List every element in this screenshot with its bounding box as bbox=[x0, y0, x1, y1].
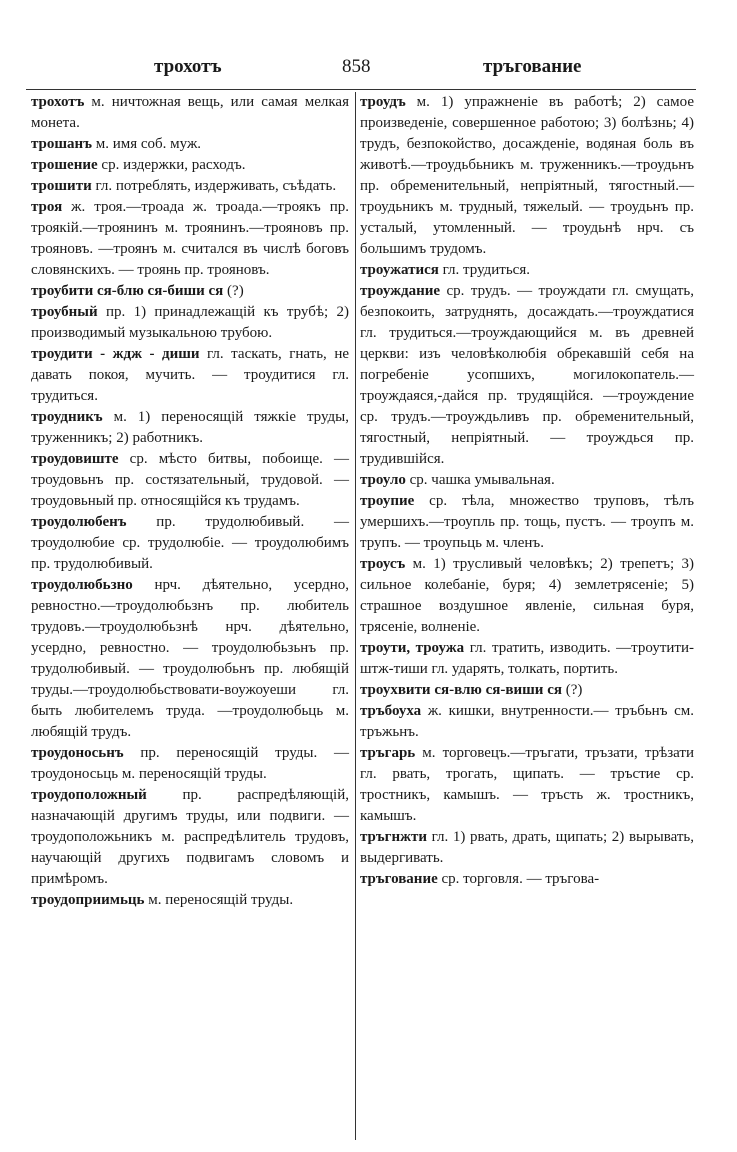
entry-headword: троя bbox=[31, 199, 63, 215]
entry-definition: ж. кишки, внутренности.— тръбьнъ см. тръжьнъ. bbox=[360, 703, 694, 740]
entry-definition: м. имя соб. муж. bbox=[91, 136, 202, 152]
entry-definition: (?) bbox=[561, 682, 583, 698]
column-divider bbox=[355, 92, 356, 1140]
entry-headword: троудоположный bbox=[31, 787, 147, 803]
entry-definition: ср. трудъ. — троуждати гл. смущать, безпокоить, затруднять, досаждать.—троуждатися гл. трудиться.—троуждающийся м. въ древней церкви: изъ человѣколюбія обрекавшій себя на погребеніе усопшихъ, могилокопатель.— троуждаяся,-дайся пр. трудящійся. —троуждение ср. трудъ.—троуждьливъ пр. обременительный, тягостный, непріятный. — троуждься пр. трудившійся. bbox=[360, 283, 694, 467]
entry-definition: ср. чашка умывальная. bbox=[405, 472, 555, 488]
entry-headword: троудолюбьзно bbox=[31, 577, 133, 593]
dictionary-entry bbox=[31, 890, 349, 911]
dictionary-entry bbox=[31, 197, 349, 281]
entry-definition: гл. потреблять, издерживать, съѣдать. bbox=[91, 178, 337, 194]
entry-definition: ср. мѣсто битвы, побоище. — троудовьнъ пр. состязательный, трудовой. — троудовьный пр. относящійся къ трудамъ. bbox=[31, 451, 349, 509]
dictionary-entry bbox=[360, 680, 694, 701]
entry-headword: трошити bbox=[31, 178, 92, 194]
entry-headword: тръгование bbox=[360, 871, 438, 887]
dictionary-entry bbox=[360, 869, 694, 890]
entry-headword: троубити ся-блю ся-биши ся bbox=[31, 283, 224, 299]
page-number: 858 bbox=[342, 56, 371, 77]
dictionary-entry bbox=[360, 638, 694, 680]
dictionary-entry bbox=[31, 512, 349, 575]
entry-definition: м. 1) трусливый человѣкъ; 2) трепетъ; 3) сильное колебаніе, буря; 4) землетрясеніе; 5) страшное воздушное явленіе, сильная буря, трясеніе, волненіе. bbox=[360, 556, 694, 635]
right-column bbox=[360, 92, 694, 890]
page-header bbox=[30, 52, 707, 82]
entry-headword: троудникъ bbox=[31, 409, 103, 425]
entry-headword: трошанъ bbox=[31, 136, 92, 152]
header-left-word: трохотъ bbox=[154, 56, 222, 77]
dictionary-entry bbox=[360, 701, 694, 743]
entry-headword: троудоприимьць bbox=[31, 892, 145, 908]
dictionary-entry bbox=[31, 92, 349, 134]
header-rule bbox=[26, 89, 696, 90]
left-column bbox=[31, 92, 349, 911]
dictionary-entry bbox=[31, 575, 349, 743]
entry-definition: м. 1) переносящій тяжкіе труды, труженникъ; 2) работникъ. bbox=[31, 409, 349, 446]
entry-definition: пр. переносящій труды. — троудоносьць м. переносящій труды. bbox=[31, 745, 349, 782]
dictionary-entry bbox=[31, 134, 349, 155]
dictionary-entry bbox=[31, 344, 349, 407]
dictionary-entry bbox=[31, 743, 349, 785]
entry-definition: ср. издержки, расходъ. bbox=[97, 157, 246, 173]
entry-headword: трошение bbox=[31, 157, 98, 173]
entry-definition: м. торговецъ.—тръгати, тръзати, трѣзати гл. рвать, трогать, щипать. — тръстие ср. тростникъ, камышъ. — тръсть ж. тростникъ, камышъ. bbox=[360, 745, 694, 824]
entry-headword: троуждание bbox=[360, 283, 441, 299]
entry-definition: гл. 1) рвать, драть, щипать; 2) вырывать, выдергивать. bbox=[360, 829, 694, 866]
entry-headword: троухвити ся-влю ся-виши ся bbox=[360, 682, 562, 698]
entry-definition: м. 1) упражненіе въ работѣ; 2) самое произведеніе, совершенное работою; 3) болѣзнь; 4) трудъ, безпокойство, досажденіе, водяная боль въ животѣ.—троудьбьникъ м. труженникъ.—троудьнъ пр. обременительный, непріятный, тягостный.—троудьникъ м. трудный, тяжелый. — троудьнъ пр. усталый, утомленный. — троудьнѣ нрч. съ большимъ трудомъ. bbox=[360, 94, 694, 257]
entry-definition: пр. трудолюбивый. — троудолюбие ср. трудолюбіе. — троудолюбимъ пр. трудолюбивый. bbox=[31, 514, 349, 572]
entry-headword: троудовиште bbox=[31, 451, 119, 467]
dictionary-entry bbox=[360, 281, 694, 470]
entry-definition: ж. троя.—троада ж. троада.—троякъ пр. троякій.—троянинъ м. троянинъ.—трояновъ пр. трояновъ. —троянъ м. считался въ числѣ боговъ словянскихъ. — троянь пр. трояновъ. bbox=[31, 199, 349, 278]
dictionary-entry bbox=[360, 554, 694, 638]
entry-definition: пр. 1) принадлежащій къ трубѣ; 2) производимый музыкальною трубою. bbox=[31, 304, 349, 341]
entry-headword: троудити - ждж - диши bbox=[31, 346, 200, 362]
entry-headword: троубный bbox=[31, 304, 98, 320]
entry-definition: гл. трудиться. bbox=[438, 262, 530, 278]
entry-headword: троути, троужа bbox=[360, 640, 465, 656]
dictionary-entry bbox=[31, 281, 349, 302]
entry-headword: тръгарь bbox=[360, 745, 416, 761]
entry-headword: троуло bbox=[360, 472, 406, 488]
dictionary-entry bbox=[360, 470, 694, 491]
entry-headword: троудъ bbox=[360, 94, 406, 110]
entry-headword: троужатися bbox=[360, 262, 439, 278]
entry-headword: трохотъ bbox=[31, 94, 85, 110]
entry-definition: м. ничтожная вещь, или самая мелкая монета. bbox=[31, 94, 349, 131]
entry-headword: тръгнжти bbox=[360, 829, 427, 845]
entry-headword: троудоносьнъ bbox=[31, 745, 124, 761]
dictionary-entry bbox=[360, 260, 694, 281]
entry-definition: ср. тѣла, множество труповъ, тѣлъ умершихъ.—троупль пр. тощь, пустъ. — троупъ м. трупъ. — троупьць м. членъ. bbox=[360, 493, 694, 551]
entry-definition: ср. торговля. — тръгова- bbox=[437, 871, 600, 887]
dictionary-entry bbox=[360, 92, 694, 260]
dictionary-entry bbox=[31, 176, 349, 197]
header-right-word: тръгование bbox=[483, 56, 582, 77]
entry-definition: пр. распредѣляющій, назначающій другимъ труды, или подвиги. — троудоположьникъ м. распредѣлитель трудовъ, научающій другихъ подвигамъ словомъ и примѣромъ. bbox=[31, 787, 349, 887]
dictionary-entry bbox=[31, 302, 349, 344]
entry-definition: м. переносящій труды. bbox=[144, 892, 294, 908]
entry-definition: (?) bbox=[223, 283, 244, 299]
dictionary-entry bbox=[31, 407, 349, 449]
dictionary-entry bbox=[360, 743, 694, 827]
entry-definition: гл. тратить, изводить. —троутити-штж-тиши гл. ударять, толкать, портить. bbox=[360, 640, 694, 677]
dictionary-entry bbox=[31, 155, 349, 176]
dictionary-entry bbox=[31, 785, 349, 890]
entry-headword: тръбоуха bbox=[360, 703, 422, 719]
entry-headword: троусъ bbox=[360, 556, 406, 572]
entry-headword: троупие bbox=[360, 493, 415, 509]
dictionary-entry bbox=[31, 449, 349, 512]
entry-definition: нрч. дѣятельно, усердно, ревностно.—троудолюбьзнъ пр. любитель трудовъ.—троудолюбьзнѣ нрч. дѣятельно, усердно, ревностно. — троудолюбьзьнъ пр. трудолюбивый. — троудолюбьнъ пр. любящій труды.—троудолюбьствовати-воужоуеши гл. быть любителемъ труда. —троудолюбьць м. любящій трудъ. bbox=[31, 577, 349, 740]
dictionary-entry bbox=[360, 827, 694, 869]
entry-definition: гл. таскать, гнать, не давать покоя, мучить. — троудитися гл. трудиться. bbox=[31, 346, 349, 404]
entry-headword: троудолюбенъ bbox=[31, 514, 127, 530]
dictionary-entry bbox=[360, 491, 694, 554]
